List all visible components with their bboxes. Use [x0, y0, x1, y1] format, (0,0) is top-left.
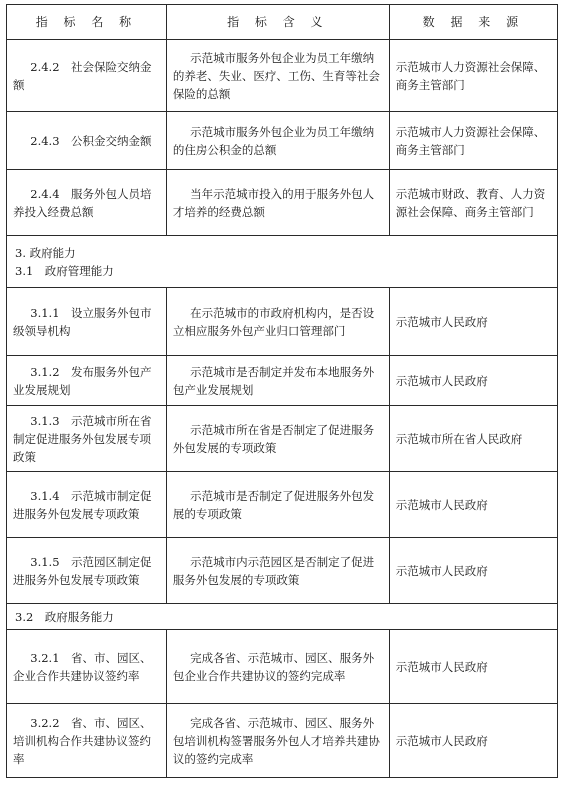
indicator-name: 2.4.3 公积金交纳金额	[7, 112, 167, 170]
data-source: 示范城市人力资源社会保障、商务主管部门	[389, 112, 557, 170]
indicator-table	[6, 4, 558, 778]
section-heading	[7, 236, 558, 288]
section-title-3: 3. 政府能力	[15, 245, 76, 260]
section-title-3-1: 3.1 政府管理能力	[15, 263, 114, 278]
indicator-definition: 示范城市是否制定了促进服务外包发展的专项政策	[166, 472, 389, 538]
section-row	[7, 236, 558, 288]
table-row	[7, 406, 558, 472]
table-header-row	[7, 5, 558, 40]
indicator-name: 3.1.1 设立服务外包市级领导机构	[7, 288, 167, 356]
table-row	[7, 288, 558, 356]
table-row	[7, 630, 558, 704]
data-source: 示范城市财政、教育、人力资源社会保障、商务主管部门	[389, 170, 557, 236]
header-data-source: 数 据 来 源	[389, 5, 557, 40]
indicator-definition: 当年示范城市投入的用于服务外包人才培养的经费总额	[166, 170, 389, 236]
indicator-definition: 示范城市所在省是否制定了促进服务外包发展的专项政策	[166, 406, 389, 472]
data-source: 示范城市人力资源社会保障、商务主管部门	[389, 40, 557, 112]
table-row	[7, 356, 558, 406]
table-row	[7, 472, 558, 538]
indicator-definition: 示范城市是否制定并发布本地服务外包产业发展规划	[166, 356, 389, 406]
table-row	[7, 538, 558, 604]
indicator-definition: 示范城市服务外包企业为员工年缴纳的养老、失业、医疗、工伤、生育等社会保险的总额	[166, 40, 389, 112]
indicator-definition: 完成各省、示范城市、园区、服务外包培训机构签署服务外包人才培养共建协议的签约完成率	[166, 704, 389, 778]
data-source: 示范城市人民政府	[389, 630, 557, 704]
data-source: 示范城市人民政府	[389, 538, 557, 604]
indicator-definition: 示范城市内示范园区是否制定了促进服务外包发展的专项政策	[166, 538, 389, 604]
table-row	[7, 112, 558, 170]
section-row	[7, 604, 558, 630]
indicator-definition: 示范城市服务外包企业为员工年缴纳的住房公积金的总额	[166, 112, 389, 170]
data-source: 示范城市人民政府	[389, 288, 557, 356]
indicator-name: 3.1.5 示范园区制定促进服务外包发展专项政策	[7, 538, 167, 604]
indicator-name: 3.1.3 示范城市所在省制定促进服务外包发展专项政策	[7, 406, 167, 472]
data-source: 示范城市人民政府	[389, 704, 557, 778]
indicator-definition: 在示范城市的市政府机构内，是否设立相应服务外包产业归口管理部门	[166, 288, 389, 356]
indicator-name: 2.4.4 服务外包人员培养投入经费总额	[7, 170, 167, 236]
header-indicator-definition: 指 标 含 义	[166, 5, 389, 40]
section-title-3-2: 3.2 政府服务能力	[7, 604, 558, 630]
indicator-name: 3.2.1 省、市、园区、企业合作共建协议签约率	[7, 630, 167, 704]
indicator-name: 3.1.4 示范城市制定促进服务外包发展专项政策	[7, 472, 167, 538]
indicator-name: 3.2.2 省、市、园区、培训机构合作共建协议签约率	[7, 704, 167, 778]
table-row	[7, 40, 558, 112]
header-indicator-name: 指 标 名 称	[7, 5, 167, 40]
indicator-definition: 完成各省、示范城市、园区、服务外包企业合作共建协议的签约完成率	[166, 630, 389, 704]
data-source: 示范城市所在省人民政府	[389, 406, 557, 472]
table-row	[7, 170, 558, 236]
indicator-name: 3.1.2 发布服务外包产业发展规划	[7, 356, 167, 406]
data-source: 示范城市人民政府	[389, 472, 557, 538]
data-source: 示范城市人民政府	[389, 356, 557, 406]
indicator-name: 2.4.2 社会保险交纳金额	[7, 40, 167, 112]
table-row	[7, 704, 558, 778]
